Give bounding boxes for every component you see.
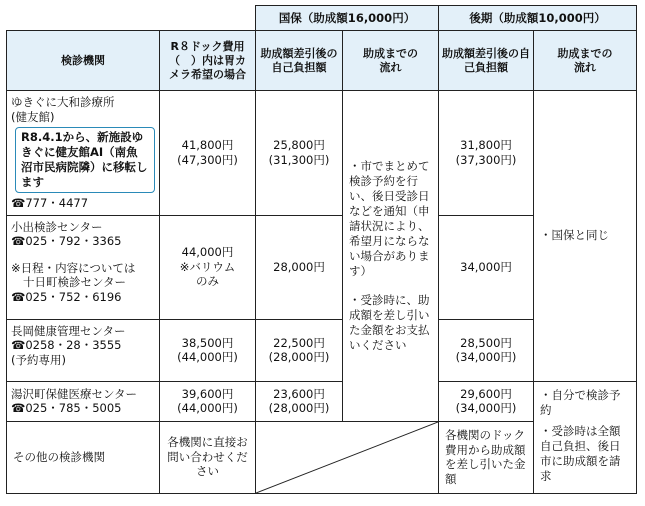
kokuho-pay-gastro-value: (31,300円) [268, 152, 330, 167]
kouki-pay-cell [439, 91, 534, 216]
kokuho-pay-gastro-value: (28,000円) [268, 350, 330, 364]
relocation-notice: R8.4.1から、新施設ゆきぐに健友館AI（南魚沼市民病院隣）に移転します [15, 127, 155, 193]
cost-gastro-value: (47,300円) [177, 152, 238, 167]
barium-note: ※バリウム [179, 259, 236, 274]
institution-name: 長岡健康管理センター [11, 323, 126, 338]
phone-number: ☎025・785・5005 [11, 401, 122, 415]
institution-others [7, 421, 160, 493]
kouki-pay-value: 34,000円 [460, 259, 512, 274]
phone-number: ☎777・4477 [11, 196, 89, 210]
dock-subsidy-table [6, 5, 637, 494]
kouki-pay-value: 28,500円 [460, 335, 512, 350]
schedule-note-center: 十日町検診センター [23, 275, 127, 289]
reservation-note: (予約専用) [11, 352, 66, 367]
table-row [7, 91, 637, 216]
institution-name: 小出検診センター [11, 219, 103, 234]
phone-number-2: ☎025・752・6196 [11, 289, 122, 304]
institution-subname: (健友館) [11, 109, 55, 124]
kokuho-pay-value: 28,000円 [273, 259, 325, 274]
kouki-pay-others-note: 各機関のドック費用から助成額を差し引いた金額 [445, 428, 526, 486]
dock-cost-cell [160, 215, 256, 319]
kokuho-pay-value: 23,600円 [273, 386, 325, 401]
kouki-pay-cell [439, 319, 534, 381]
kokuho-self-pay-header: 助成額差引後の自己負担額 [256, 31, 343, 91]
institution-yuzawa [7, 381, 160, 421]
kokuho-pay-cell [256, 319, 343, 381]
kokuho-pay-gastro-value: (28,000円) [268, 401, 330, 415]
kouki-pay-gastro-value: (37,300円) [455, 152, 517, 167]
dock-cost-header: R８ドック費用（ ）内は胃カメラ希望の場合 [160, 31, 256, 91]
diagonal-slash [256, 422, 438, 493]
kokuho-flow-item2: ・受診時に、助成額を差し引いた金額をお支払いください [349, 292, 430, 352]
kouki-flow-header: 助成までの流れ [534, 31, 637, 91]
kokuho-pay-cell [256, 381, 343, 421]
dock-cost-cell [160, 381, 256, 421]
kouki-pay-gastro-value: (34,000円) [455, 350, 517, 364]
cost-gastro-value: (44,000円) [177, 401, 238, 415]
institution-koide [7, 215, 160, 319]
kouki-pay-value: 29,600円 [460, 386, 512, 401]
kouki-flow-cell-self [534, 381, 637, 493]
dock-cost-cell [160, 421, 256, 493]
blank-corner [7, 6, 256, 31]
kokuho-pay-cell [256, 91, 343, 216]
phone-number: ☎025・792・3365 [11, 234, 122, 248]
dock-cost-cell [160, 91, 256, 216]
kouki-pay-value: 31,800円 [460, 138, 512, 153]
kouki-flow-cell-same [534, 91, 637, 382]
kokuho-pay-value: 25,800円 [273, 138, 325, 153]
kouki-self-pay-header: 助成額差引後の自己負担額 [439, 31, 534, 91]
kokuho-pay-cell [256, 215, 343, 319]
kouki-pay-cell [439, 421, 534, 493]
kokuho-flow-item1: ・市でまとめて検診予約を行い、後日受診日などを通知（申請状況により、希望月にならない場合があります） [349, 158, 430, 278]
kokuho-flow-header: 助成までの流れ [343, 31, 439, 91]
cost-value: 41,800円 [181, 138, 234, 153]
not-applicable-cell [256, 421, 439, 493]
kouki-flow-item1: ・自分で検診予約 [540, 387, 621, 417]
kouki-pay-gastro-value: (34,000円) [455, 401, 517, 415]
institution-name: ゆきぐに大和診療所 [11, 95, 115, 109]
institution-nagaoka [7, 319, 160, 381]
institution-header: 検診機関 [7, 31, 160, 91]
cost-value: 38,500円 [181, 335, 234, 350]
table-row [7, 381, 637, 421]
kokuho-flow-cell [343, 91, 439, 422]
kouki-flow-same: ・国保と同じ [540, 228, 610, 243]
kouki-flow-item2: ・受診時は全額自己負担、後日市に助成額を請求 [540, 423, 621, 483]
barium-note-only: のみ [196, 274, 219, 289]
kouki-pay-cell [439, 381, 534, 421]
schedule-note: ※日程・内容については [11, 260, 136, 275]
phone-number: ☎0258・28・3555 [11, 338, 122, 352]
institution-name: 湯沢町保健医療センター [11, 386, 138, 401]
kouki-pay-cell [439, 215, 534, 319]
kokuho-header: 国保（助成額16,000円） [256, 6, 439, 31]
cost-value: 39,600円 [181, 386, 234, 401]
contact-directly-note: 各機関に直接お問い合わせください [167, 435, 248, 479]
checkup-table-wrapper [6, 5, 637, 494]
institution-name: その他の検診機関 [13, 449, 105, 464]
kokuho-pay-value: 22,500円 [273, 335, 325, 350]
cost-value: 44,000円 [181, 245, 234, 260]
kouki-header: 後期（助成額10,000円） [439, 6, 637, 31]
institution-yukiguni [7, 91, 160, 216]
cost-gastro-value: (44,000円) [177, 350, 238, 364]
dock-cost-cell [160, 319, 256, 381]
